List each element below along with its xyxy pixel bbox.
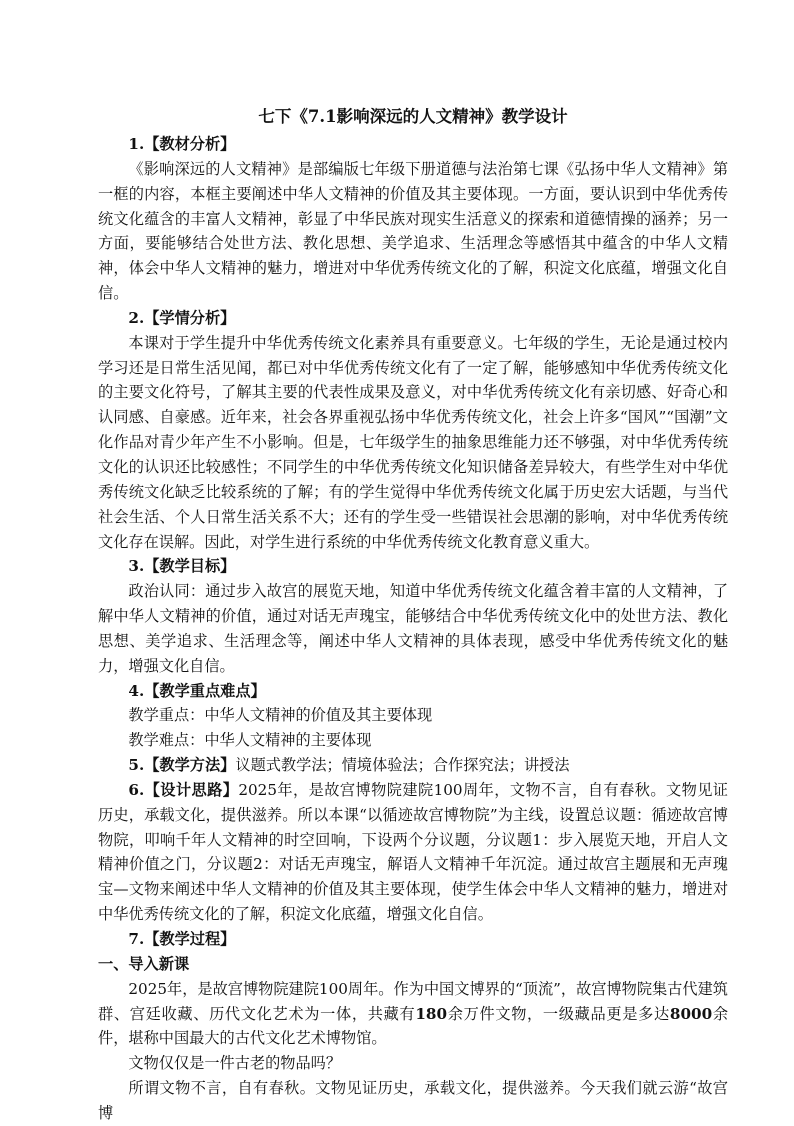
paragraph-introduction [98, 977, 728, 1052]
intro-number-items: 180 [415, 1004, 448, 1023]
section-heading-teaching-goals: 3.【教学目标】 [128, 557, 236, 576]
section-design-idea [98, 778, 728, 927]
section-heading-teaching-process: 7.【教学过程】 [128, 930, 236, 948]
paragraph-teaching-goals: 政治认同：通过步入故宫的展览天地，知道中华优秀传统文化蕴含着丰富的人文精神，了解中华人文精神的价值，通过对话无声瑰宝，能够结合中华优秀传统文化中的处世方法、教化思想、美学追求、生活理念等，阐述中华人文精神的具体表现，感受中华优秀传统文化的魅力，增强文化自信。 [98, 582, 728, 675]
sub-heading-introduction: 一、导入新课 [98, 954, 190, 973]
intro-number-first-class: 8000 [669, 1004, 713, 1023]
paragraph-question: 文物仅仅是一件古老的物品吗？ [128, 1054, 342, 1073]
section-heading-key-points: 4.【教学重点难点】 [128, 681, 266, 700]
design-idea-text: 2025年，是故宫博物院建院100周年，文物不言，自有春秋。文物见证历史，承载文化，提供滋养。所以本课“以循迹故宫博物院”为主线，设置总议题：循迹故宫博物院，叩响千年人文精神的时空回响，下设两个分议题，分议题1：步入展览天地，开启人文精神价值之门，分议题2：对话无声瑰宝，解语人文精神千年沉淀。通过故宫主题展和无声瑰宝—文物来阐述中华人文精神的价值及其主要体现，使学生体会中华人文精神的魅力，增进对中华优秀传统文化的了解，积淀文化底蕴，增强文化自信。 [98, 780, 728, 924]
intro-text-before: 2025年，是故宫博物院建院100周年。作为中国文博界的“顶流”，故宫博物院集古代建筑群、宫廷收藏、历代文化艺术为一体，共藏有 [98, 979, 728, 1023]
section-heading-textbook-analysis: 1.【教材分析】 [128, 135, 236, 153]
intro-text-middle: 余万件文物，一级藏品更是多达 [447, 1004, 670, 1023]
section-heading-teaching-methods: 5.【教学方法】 [128, 756, 236, 775]
intro-text-after: 余件，堪称中国最大的古代文化艺术博物馆。 [98, 1004, 729, 1048]
paragraph-key-point: 教学重点：中华人文精神的价值及其主要体现 [128, 706, 433, 725]
document-page [98, 104, 728, 1126]
teaching-methods-text: 议题式教学法；情境体验法；合作探究法；讲授法 [235, 756, 570, 775]
paragraph-learner-analysis: 本课对于学生提升中华优秀传统文化素养具有重要意义。七年级的学生，无论是通过校内学习还是日常生活见闻，都已对中华优秀传统文化有了一定了解，能够感知中华优秀传统文化的主要文化符号，了解其主要的代表性成果及意义，对中华优秀传统文化有亲切感、好奇心和认同感、自豪感。近年来，社会各界重视弘扬中华优秀传统文化，社会上许多“国风”“国潮”文化作品对青少年产生不小影响。但是，七年级学生的抽象思维能力还不够强，对中华优秀传统文化的认识还比较感性；不同学生的中华优秀传统文化知识储备差异较大，有些学生对中华优秀传统文化缺乏比较系统的了解；有的学生觉得中华优秀传统文化属于历史宏大话题，与当代社会生活、个人日常生活关系不大；还有的学生受一些错误社会思潮的影响，对中华优秀传统文化存在误解。因此，对学生进行系统的中华优秀传统文化教育意义重大。 [98, 333, 728, 551]
paragraph-difficulty: 教学难点：中华人文精神的主要体现 [128, 731, 372, 750]
paragraph-textbook-analysis: 《影响深远的人文精神》是部编版七年级下册道德与法治第七课《弘扬中华人文精神》第一框的内容，本框主要阐述中华人文精神的价值及其主要体现。一方面，要认识到中华优秀传统文化蕴含的丰富人文精神，彰显了中华民族对现实生活意义的探索和道德情操的涵养；另一方面，要能够结合处世方法、教化思想、美学追求、生活理念等感悟其中蕴含的中华人文精神，体会中华人文精神的魅力，增进对中华优秀传统文化的了解，积淀文化底蕴，增强文化自信。 [98, 159, 728, 303]
section-teaching-methods [98, 753, 728, 778]
section-heading-design-idea: 6.【设计思路】 [128, 780, 239, 799]
paragraph-closing: 所谓文物不言，自有春秋。文物见证历史，承载文化，提供滋养。今天我们就云游“故宫博 [98, 1079, 728, 1122]
section-heading-learner-analysis: 2.【学情分析】 [128, 308, 236, 327]
document-title: 七下《7.1影响深远的人文精神》教学设计 [258, 107, 568, 126]
